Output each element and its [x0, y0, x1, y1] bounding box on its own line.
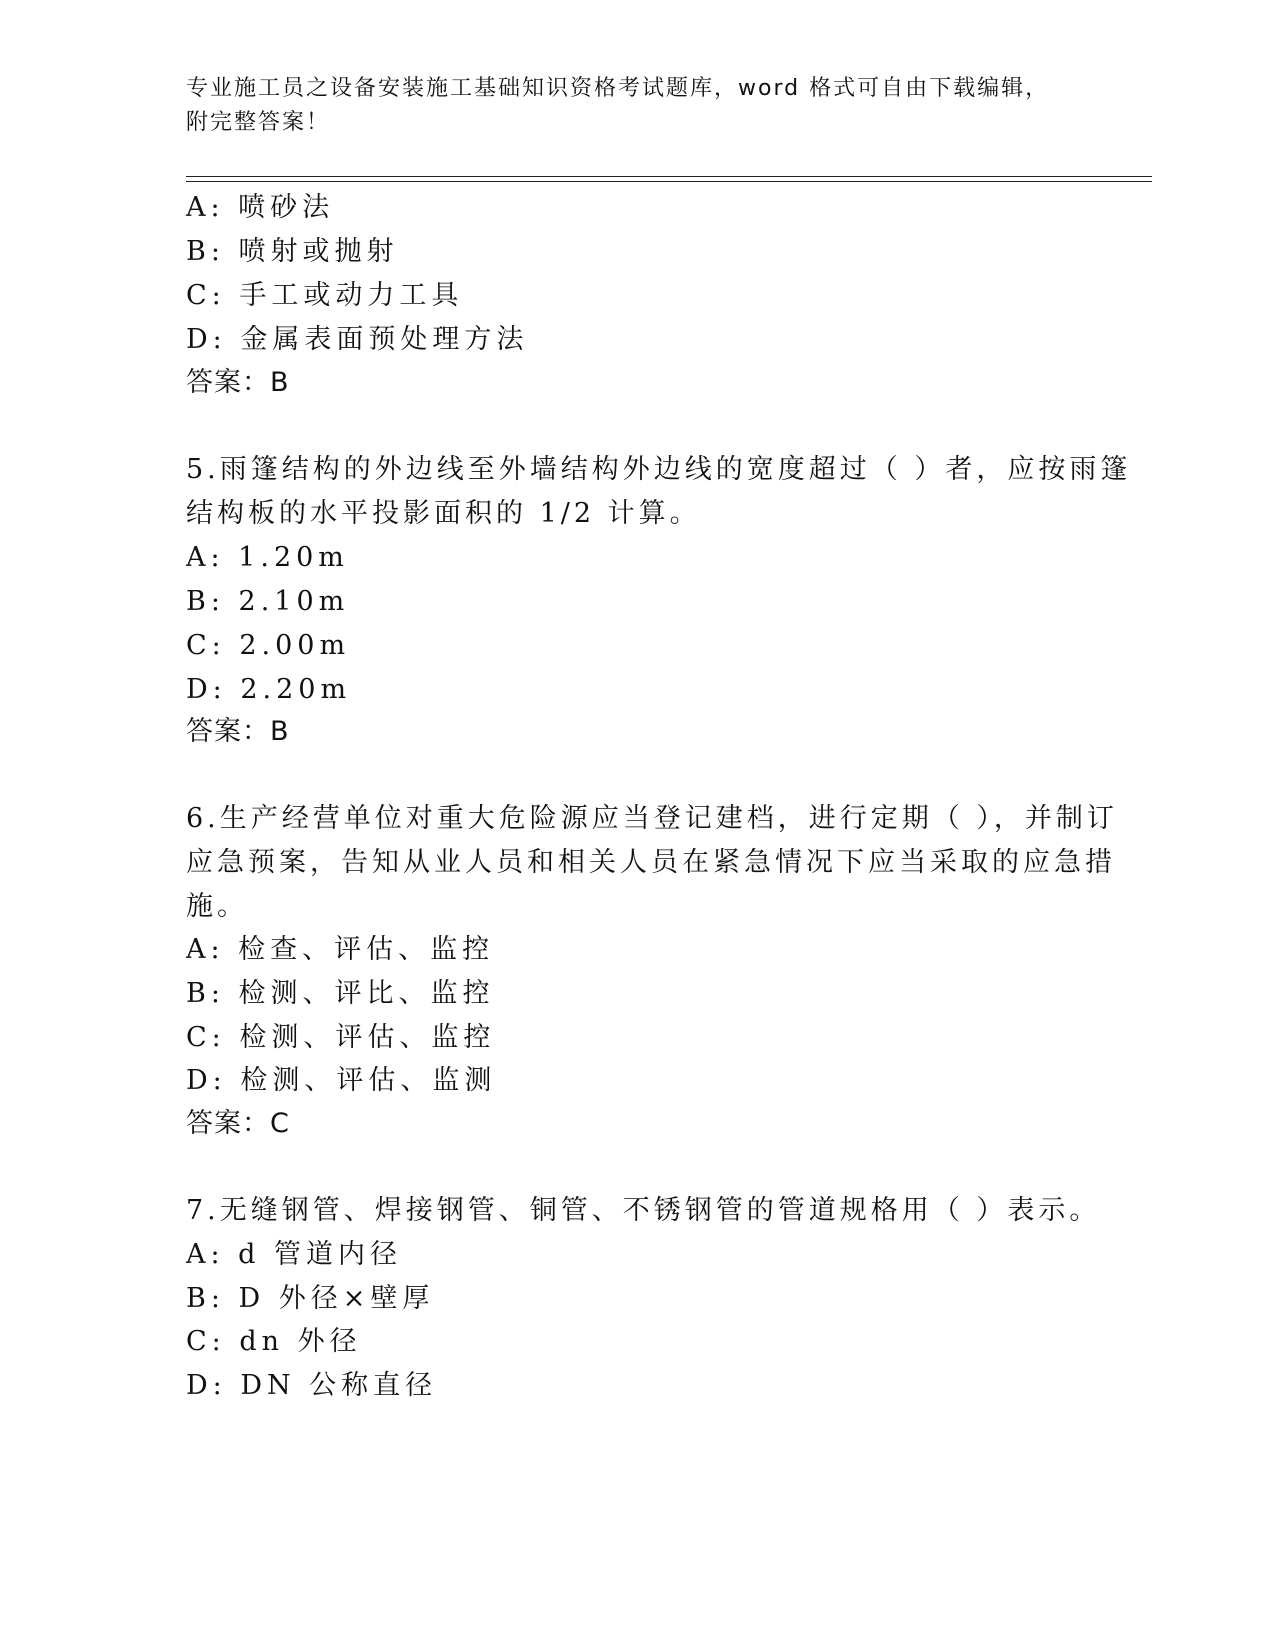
header-title-line-1: 专业施工员之设备安装施工基础知识资格考试题库，word 格式可自由下载编辑， [186, 76, 1050, 101]
q7-option-a: A: d 管道内径 [186, 1239, 403, 1270]
q6-option-b: B: 检测、评比、监控 [186, 978, 495, 1009]
q6-stem-line-1: 6.生产经营单位对重大危险源应当登记建档，进行定期（ ），并制订 [186, 803, 1118, 834]
q5-stem-line-1: 5.雨篷结构的外边线至外墙结构外边线的宽度超过（ ）者，应按雨篷 [186, 454, 1132, 485]
header-rule-top [186, 176, 1152, 177]
q7-option-c: C: dn 外径 [186, 1326, 362, 1357]
q4-option-d: D: 金属表面预处理方法 [186, 324, 529, 355]
q5-option-a: A: 1.20m [186, 542, 349, 573]
q5-option-d: D: 2.20m [186, 674, 352, 705]
q4-option-c: C: 手工或动力工具 [186, 280, 464, 311]
header-rule-bottom [186, 181, 1152, 182]
q4-answer: 答案：B [186, 367, 290, 398]
q6-option-a: A: 检查、评估、监控 [186, 934, 495, 965]
q4-option-a: A: 喷砂法 [186, 192, 335, 223]
q7-stem-line-1: 7.无缝钢管、焊接钢管、铜管、不锈钢管的管道规格用（ ）表示。 [186, 1195, 1101, 1226]
q4-option-b: B: 喷射或抛射 [186, 236, 399, 267]
page-header [186, 72, 1086, 140]
q6-option-d: D: 检测、评估、监测 [186, 1065, 497, 1096]
q5-stem-line-2: 结构板的水平投影面积的 1/2 计算。 [186, 498, 701, 529]
q7-option-b: B: D 外径×壁厚 [186, 1283, 435, 1314]
q7-option-d: D: DN 公称直径 [186, 1370, 438, 1401]
q6-stem-line-3: 施。 [186, 891, 248, 922]
q5-option-b: B: 2.10m [186, 586, 350, 617]
q6-option-c: C: 检测、评估、监控 [186, 1022, 496, 1053]
q5-answer: 答案：B [186, 716, 290, 747]
header-title-line-2: 附完整答案！ [186, 110, 331, 135]
q6-answer: 答案：C [186, 1108, 290, 1139]
q5-option-c: C: 2.00m [186, 630, 351, 661]
q6-stem-line-2: 应急预案，告知从业人员和相关人员在紧急情况下应当采取的应急措 [186, 847, 1116, 878]
